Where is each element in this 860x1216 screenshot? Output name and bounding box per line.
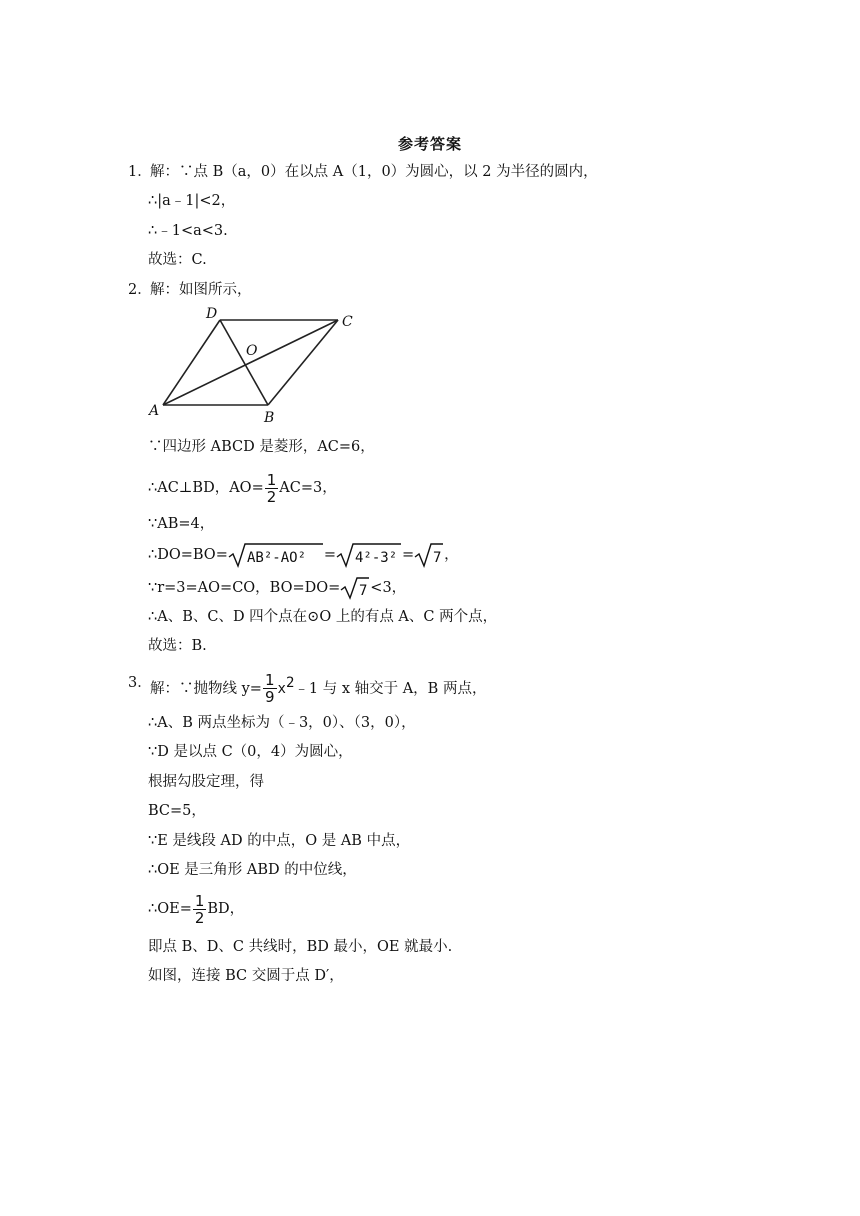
- q3-line-5: BC=5，: [148, 803, 206, 819]
- q3-line-6: ∵E 是线段 AD 的中点，O 是 AB 中点，: [148, 833, 411, 849]
- q3-line-1-c: ﹣1 与 x 轴交于 A，B 两点，: [294, 680, 487, 697]
- fraction-numerator: 1: [264, 671, 275, 690]
- q2-line-3-a: ∴AC⊥BD，AO=: [148, 480, 264, 496]
- q3-line-1: [150, 665, 486, 707]
- fraction-numerator: 1: [266, 470, 277, 489]
- rhombus-figure: [148, 303, 368, 428]
- fraction-denominator: 9: [264, 688, 275, 707]
- fraction-denominator: 2: [194, 908, 205, 927]
- q2-line-3: [148, 471, 337, 505]
- q2-line-6-a: ∵r=3=AO=CO，BO=DO=: [148, 580, 341, 596]
- side-da: [163, 320, 220, 405]
- fraction-numerator: 1: [194, 891, 205, 910]
- label-o: O: [246, 343, 258, 359]
- q3-line-1-a: 解：∵抛物线 y=: [150, 680, 262, 697]
- q3-line-10: 如图，连接 BC 交圆于点 D′，: [148, 968, 344, 984]
- q3-line-8: [148, 892, 244, 926]
- label-c: C: [342, 314, 353, 330]
- q1-line-1: 解：∵点 B（a，0）在以点 A（1，0）为圆心，以 2 为半径的圆内，: [150, 164, 598, 180]
- diagonal-ac: [163, 320, 338, 405]
- q2-line-5-c: =: [402, 547, 415, 563]
- q2-line-2: ∵四边形 ABCD 是菱形，AC=6，: [148, 439, 375, 455]
- q3-line-2: ∴A、B 两点坐标为（﹣3，0）、（3，0），: [148, 715, 416, 731]
- sqrt-radicand-3: 7: [433, 550, 442, 566]
- label-b: B: [264, 410, 275, 426]
- q3-line-7: ∴OE 是三角形 ABD 的中位线，: [148, 862, 357, 878]
- q3-line-1-x: x: [277, 680, 286, 697]
- q1-line-4: 故选：C.: [148, 252, 207, 268]
- sqrt-sign: [228, 542, 324, 568]
- q2-number: 2．: [128, 282, 152, 298]
- q2-line-8: 故选：B.: [148, 638, 207, 654]
- q3-line-8-b: BD，: [207, 901, 245, 917]
- q2-line-5-d: ，: [444, 547, 459, 563]
- q3-line-1-exponent: 2: [285, 675, 295, 691]
- fraction-denominator: 2: [266, 487, 277, 506]
- sqrt-radicand-1: AB²-AO²: [246, 550, 306, 566]
- diagonal-bd: [220, 320, 268, 405]
- q3-line-9: 即点 B、D、C 共线时，BD 最小，OE 就最小.: [148, 939, 453, 955]
- q3-number: 3．: [128, 675, 152, 691]
- label-d: D: [206, 306, 218, 322]
- sqrt-radicand-4: 7: [359, 583, 368, 599]
- q2-line-4: ∵AB=4，: [148, 516, 215, 532]
- q2-line-6-b: <3，: [370, 580, 407, 596]
- sqrt-sign: [336, 542, 402, 568]
- q2-line-1: 解：如图所示，: [150, 282, 252, 298]
- label-a: A: [149, 403, 160, 419]
- q3-line-8-a: ∴OE=: [148, 901, 192, 917]
- q3-fraction-ninth: [263, 672, 277, 705]
- sqrt-radicand-2: 4²-3²: [355, 550, 398, 566]
- q2-fraction-half: [265, 472, 279, 505]
- q3-line-3: ∵D 是以点 C（0，4）为圆心，: [148, 744, 353, 760]
- q1-line-3: ∴﹣1<a<3.: [148, 223, 228, 239]
- sqrt-sign: [340, 576, 370, 600]
- q2-line-5: [148, 542, 459, 568]
- q2-line-5-b: =: [323, 547, 337, 563]
- side-bc: [268, 320, 338, 405]
- q2-line-3-b: AC=3，: [279, 480, 337, 496]
- q1-line-2: ∴|a﹣1|<2，: [148, 193, 236, 209]
- page-title: 参考答案: [397, 135, 462, 153]
- q1-number: 1．: [128, 164, 152, 180]
- q2-line-5-a: ∴DO=BO=: [148, 547, 228, 563]
- q2-line-7: ∴A、B、C、D 四个点在⊙O 上的有点 A、C 两个点，: [148, 609, 498, 625]
- q3-fraction-half: [193, 893, 207, 926]
- sqrt-sign: [414, 542, 444, 568]
- q3-line-4: 根据勾股定理，得: [148, 774, 264, 790]
- q2-line-6: [148, 576, 406, 600]
